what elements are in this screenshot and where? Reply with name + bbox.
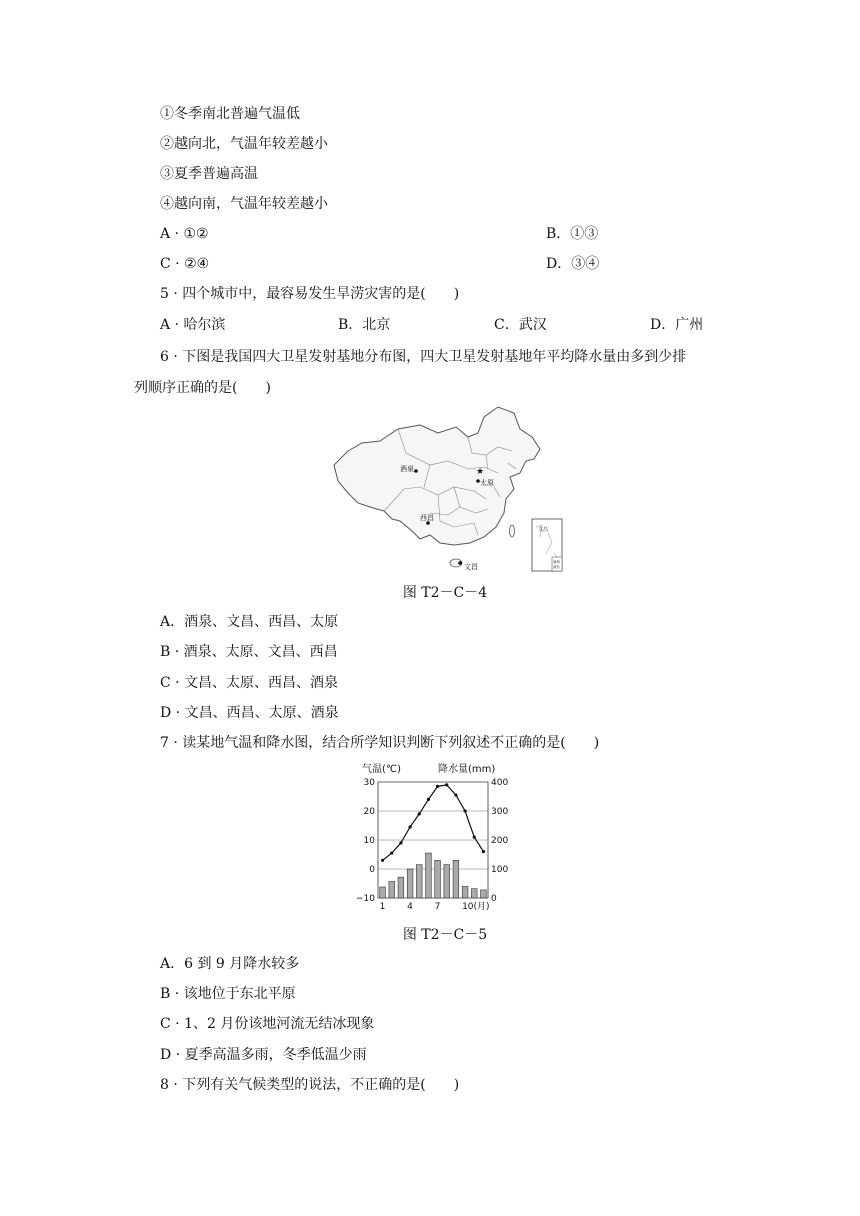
y-right-tick-label: 400 [491,778,509,788]
x-tick-label: 4 [407,902,413,912]
temperature-point [482,850,485,853]
inset-islands-label: 南海 [553,560,560,564]
precipitation-bar [426,853,432,898]
precipitation-bar [407,869,413,898]
y-right-tick-label: 300 [491,807,509,817]
q4-option-b[interactable]: B．①③ [546,226,599,242]
temperature-line [383,785,484,860]
beijing-star-icon: ★ [476,467,485,477]
temperature-point [408,825,411,828]
q4-statement-4: ④越向南，气温年较差越小 [160,196,328,212]
q5-stem: 5 · 四个城市中，最容易发生旱涝灾害的是( ) [160,286,460,302]
jiuquan-label: 酒泉 [400,465,414,473]
precipitation-bar [380,887,386,898]
precipitation-bar [435,860,441,898]
precipitation-bar [416,865,422,898]
q8-stem: 8 · 下列有关气候类型的说法，不正确的是( ) [160,1077,460,1093]
q7-option-b[interactable]: B · 该地位于东北平原 [160,986,296,1002]
q4-statement-2: ②越向北，气温年较差越小 [160,136,328,152]
q4-statement-3: ③夏季普遍高温 [160,166,258,182]
q5-option-c[interactable]: C．武汉 [494,317,547,333]
xichang-label: 西昌 [420,514,434,522]
x-tick-label: 10(月) [462,902,490,912]
temperature-point [427,798,430,801]
q6-stem-line2: 列顺序正确的是( ) [134,380,271,396]
precipitation-bar [389,881,395,898]
precipitation-bar [453,860,459,898]
y-left-tick-label: 10 [363,836,375,846]
q7-option-c[interactable]: C · 1、2 月份该地河流无结冰现象 [160,1016,375,1032]
y-left-tick-label: 0 [369,865,375,875]
temperature-point [445,783,448,786]
temperature-point [463,809,466,812]
temperature-point [390,851,393,854]
taiyuan-label: 太原 [480,479,494,487]
q5-option-d[interactable]: D．广州 [650,317,704,333]
q4-option-a[interactable]: A · ①② [160,226,209,242]
temperature-point [381,859,384,862]
inset-wenchang-label: 文昌 [538,527,549,533]
temperature-point [436,785,439,788]
y-right-tick-label: 200 [491,836,509,846]
precipitation-bar [471,889,477,898]
temperature-point [473,836,476,839]
wenchang-label: 文昌 [464,563,478,571]
figure-caption-t2-c-4: 图 T2－C－4 [402,585,488,601]
q6-option-c[interactable]: C · 文昌、太原、西昌、酒泉 [160,675,339,691]
figure-caption-t2-c-5: 图 T2－C－5 [402,927,488,943]
y-left-tick-label: −10 [356,894,375,904]
y-left-label: 气温(℃) [362,764,402,775]
precipitation-bar [398,877,404,898]
temperature-point [418,812,421,815]
y-right-label: 降水量(mm) [438,764,496,775]
x-tick-label: 7 [434,902,441,912]
q6-option-d[interactable]: D · 文昌、西昌、太原、酒泉 [160,705,339,721]
wenchang-marker [458,561,462,565]
climate-chart [356,760,510,920]
y-right-tick-label: 0 [491,894,497,904]
china-outline [334,407,540,545]
svg-text:诸岛: 诸岛 [553,565,560,569]
y-left-tick-label: 30 [363,778,375,788]
q7-stem: 7 · 读某地气温和降水图，结合所学知识判断下列叙述不正确的是( ) [160,735,600,751]
q6-option-a[interactable]: A．酒泉、文昌、西昌、太原 [160,614,339,630]
precipitation-bar [444,865,450,898]
y-left-tick-label: 20 [363,807,375,817]
jiuquan-marker [414,469,418,473]
precipitation-bar [462,886,468,898]
q6-stem-line1: 6 · 下图是我国四大卫星发射基地分布图，四大卫星发射基地年平均降水量由多到少排 [160,349,687,365]
q6-option-b[interactable]: B · 酒泉、太原、文昌、西昌 [160,644,338,660]
q4-option-c[interactable]: C · ②④ [160,256,210,272]
q5-option-b[interactable]: B．北京 [338,317,391,333]
q5-option-a[interactable]: A · 哈尔滨 [160,317,226,333]
q4-statement-1: ①冬季南北普遍气温低 [160,106,300,122]
x-tick-label: 1 [379,902,386,912]
precipitation-bar [481,890,487,898]
q7-option-a[interactable]: A．6 到 9 月降水较多 [160,956,300,972]
china-launch-sites-map [328,403,564,573]
temperature-point [454,793,457,796]
y-right-tick-label: 100 [491,865,509,875]
temperature-point [399,841,402,844]
q7-option-d[interactable]: D · 夏季高温多雨，冬季低温少雨 [160,1047,367,1063]
q4-option-d[interactable]: D．③④ [546,256,600,272]
